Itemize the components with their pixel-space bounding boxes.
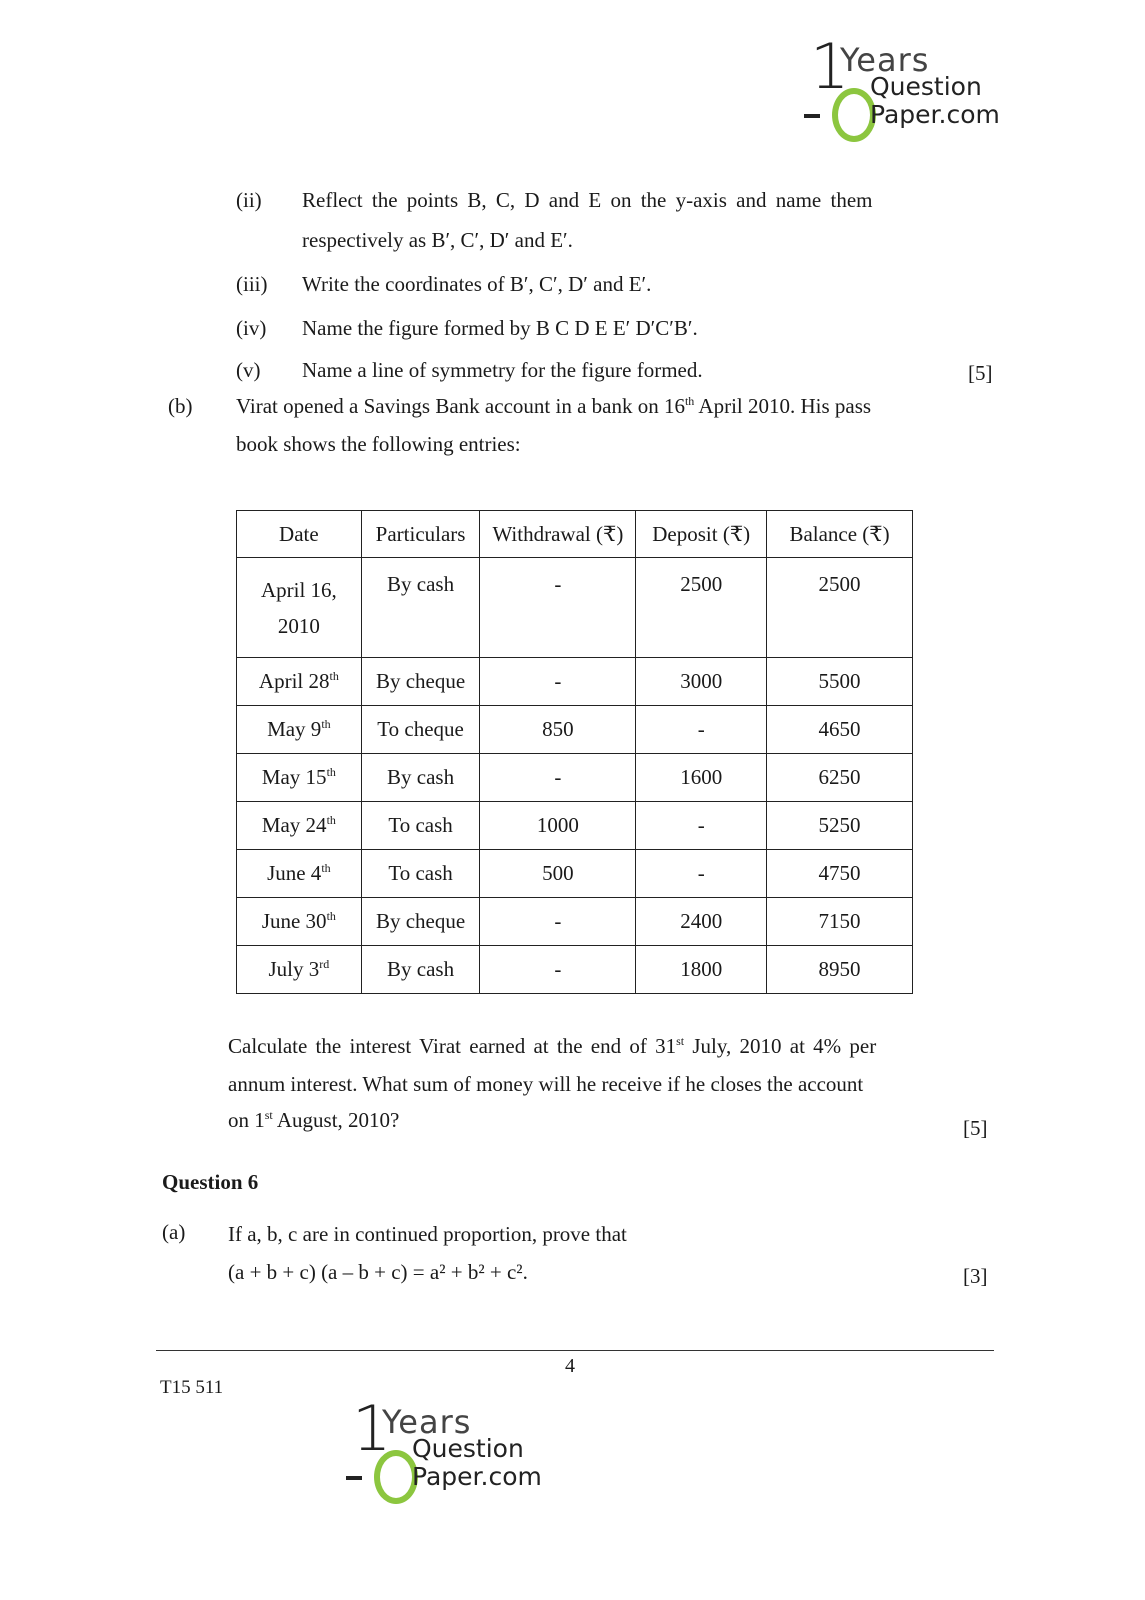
item-ii-line2: respectively as B′, C′, D′ and E′.: [302, 228, 573, 252]
calc-line2: annum interest. What sum of money will he receive if he closes the account: [228, 1072, 864, 1096]
cell-date: [237, 658, 362, 706]
q6a-line1: If a, b, c are in continued proportion, prove that: [228, 1222, 627, 1246]
q5a-marks: [5]: [968, 361, 993, 385]
logo-years-text: Years: [382, 1403, 472, 1441]
date-sup: th: [326, 765, 336, 779]
date-sup: th: [321, 717, 331, 731]
q5b-intro-sup: th: [684, 394, 695, 408]
q6a-line2: (a + b + c) (a – b + c) = a² + b² + c².: [228, 1260, 528, 1284]
cell-date: [237, 850, 362, 898]
date-sup: th: [326, 909, 336, 923]
cell-withdrawal: -: [480, 946, 636, 994]
item-iii-number: (iii): [236, 272, 268, 296]
q6a-label: (a): [162, 1220, 186, 1244]
cell-particulars: To cash: [361, 850, 480, 898]
calc-sup: st: [676, 1034, 685, 1048]
logo-domain-text: Paper.com: [412, 1462, 542, 1491]
date-text: June 30: [261, 909, 327, 933]
header-balance: Balance (₹): [767, 511, 913, 558]
q5b-intro-a: Virat opened a Savings Bank account in a bank on 16: [236, 394, 685, 418]
cell-deposit: -: [636, 802, 767, 850]
item-iii-text: Write the coordinates of B′, C′, D′ and E′.: [302, 272, 652, 296]
table-row: [237, 850, 913, 898]
cell-balance: 4650: [767, 706, 913, 754]
table-row: [237, 946, 913, 994]
cell-withdrawal: -: [480, 658, 636, 706]
cell-withdrawal: -: [480, 898, 636, 946]
cell-balance: 7150: [767, 898, 913, 946]
cell-deposit: 3000: [636, 658, 767, 706]
table-row: [237, 658, 913, 706]
header-date: Date: [237, 511, 362, 558]
date-text: April 28: [258, 669, 330, 693]
date-line2: 2010: [277, 613, 320, 638]
date-sup: rd: [319, 957, 330, 971]
footer-rule: [156, 1350, 994, 1351]
cell-deposit: 2500: [636, 558, 767, 658]
paper-code: T15 511: [160, 1377, 224, 1398]
cell-deposit: -: [636, 850, 767, 898]
cell-balance: 4750: [767, 850, 913, 898]
cell-deposit: 1600: [636, 754, 767, 802]
item-ii-number: (ii): [236, 188, 262, 212]
cell-withdrawal: 1000: [480, 802, 636, 850]
cell-date: [237, 802, 362, 850]
item-ii-line1: Reflect the points B, C, D and E on the y-axis and name them: [302, 188, 873, 212]
cell-particulars: To cash: [361, 802, 480, 850]
site-logo-bottom: [352, 1392, 552, 1498]
calc-b: July, 2010 at 4% per: [684, 1034, 877, 1058]
date-text: July 3: [268, 957, 320, 981]
header-particulars: Particulars: [361, 511, 480, 558]
date-text: May 9: [267, 717, 322, 741]
cell-particulars: By cash: [361, 754, 480, 802]
calc-line3: [228, 1110, 399, 1131]
date-sup: th: [329, 669, 339, 683]
calc-l3b: August, 2010?: [272, 1108, 400, 1132]
cell-balance: 2500: [767, 558, 913, 658]
calc-l3sup: st: [264, 1108, 273, 1122]
cell-date: [237, 706, 362, 754]
passbook-table: [236, 510, 913, 994]
item-v-text: Name a line of symmetry for the figure formed.: [302, 358, 703, 382]
logo-digit-one: 1: [352, 1392, 392, 1465]
date-sup: th: [326, 813, 336, 827]
cell-particulars: To cheque: [361, 706, 480, 754]
cell-date: [237, 558, 362, 658]
cell-withdrawal: -: [480, 558, 636, 658]
cell-particulars: By cash: [361, 946, 480, 994]
q5b-intro-line1: [236, 396, 871, 417]
logo-question-text: Question: [870, 72, 982, 101]
q5b-marks: [5]: [963, 1116, 988, 1140]
cell-deposit: -: [636, 706, 767, 754]
cell-balance: 5500: [767, 658, 913, 706]
logo-dash: [804, 114, 820, 118]
cell-balance: 6250: [767, 754, 913, 802]
item-iv-text: Name the figure formed by B C D E E′ D′C′B′.: [302, 316, 698, 340]
cell-particulars: By cheque: [361, 658, 480, 706]
logo-dash: [346, 1476, 362, 1480]
date-text: June 4: [267, 861, 322, 885]
calc-a: Calculate the interest Virat earned at the end of 31: [228, 1034, 677, 1058]
header-deposit: Deposit (₹): [636, 511, 767, 558]
cell-date: [237, 898, 362, 946]
logo-years-text: Years: [840, 41, 930, 79]
item-v-number: (v): [236, 358, 261, 382]
cell-date: [237, 754, 362, 802]
cell-particulars: By cheque: [361, 898, 480, 946]
calc-line1: [228, 1036, 876, 1057]
cell-date: [237, 946, 362, 994]
cell-deposit: 1800: [636, 946, 767, 994]
question-6-heading: Question 6: [162, 1170, 259, 1194]
date-line1: April 16,: [260, 577, 337, 602]
header-withdrawal: Withdrawal (₹): [480, 511, 636, 558]
logo-question-text: Question: [412, 1434, 524, 1463]
logo-digit-one: 1: [810, 30, 850, 103]
cell-balance: 5250: [767, 802, 913, 850]
date-sup: th: [321, 861, 331, 875]
page-number: 4: [565, 1355, 575, 1377]
cell-balance: 8950: [767, 946, 913, 994]
cell-particulars: By cash: [361, 558, 480, 658]
q5b-label: (b): [168, 394, 193, 418]
date-text: May 15: [261, 765, 327, 789]
q5b-intro-b: April 2010. His pass: [694, 394, 872, 418]
table-row: [237, 558, 913, 658]
passbook-header-row: [237, 511, 913, 558]
date-text: May 24: [261, 813, 327, 837]
cell-withdrawal: -: [480, 754, 636, 802]
table-row: [237, 802, 913, 850]
table-row: [237, 706, 913, 754]
table-row: [237, 898, 913, 946]
logo-domain-text: Paper.com: [870, 100, 1000, 129]
calc-l3a: on 1: [228, 1108, 265, 1132]
cell-withdrawal: 850: [480, 706, 636, 754]
site-logo-top: [810, 30, 1010, 136]
q6-marks: [3]: [963, 1264, 988, 1288]
table-row: [237, 754, 913, 802]
cell-withdrawal: 500: [480, 850, 636, 898]
item-iv-number: (iv): [236, 316, 267, 340]
q5b-intro-line2: book shows the following entries:: [236, 432, 521, 456]
cell-deposit: 2400: [636, 898, 767, 946]
